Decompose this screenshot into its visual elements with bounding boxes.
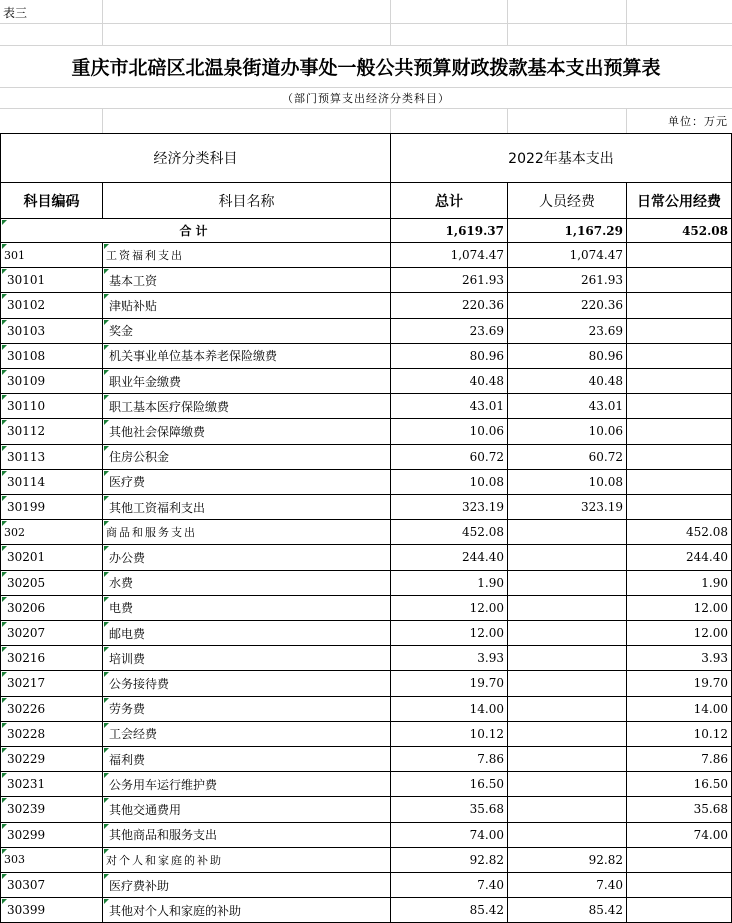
personnel-cell: 23.69	[508, 319, 627, 344]
personnel-cell: 323.19	[508, 495, 627, 520]
public-cell: 35.68	[627, 797, 732, 822]
subject-name-cell: 劳务费	[103, 697, 391, 722]
subject-code-cell: 30217	[1, 671, 103, 696]
personnel-cell: 85.42	[508, 898, 627, 923]
subject-name-cell: 奖金	[103, 319, 391, 344]
personnel-cell	[508, 797, 627, 822]
page-title: 重庆市北碚区北温泉街道办事处一般公共预算财政拨款基本支出预算表	[0, 46, 732, 88]
public-cell: 10.12	[627, 722, 732, 747]
subject-name-cell: 医疗费	[103, 470, 391, 495]
personnel-cell	[508, 545, 627, 570]
personnel-cell: 80.96	[508, 344, 627, 369]
subject-name-cell: 工资福利支出	[103, 243, 391, 268]
total-row-total: 1,619.37	[391, 219, 508, 243]
total-cell: 3.93	[391, 646, 508, 671]
subject-name-cell: 其他交通费用	[103, 797, 391, 822]
total-cell: 60.72	[391, 445, 508, 470]
total-cell: 12.00	[391, 621, 508, 646]
personnel-cell: 7.40	[508, 873, 627, 898]
total-cell: 244.40	[391, 545, 508, 570]
subject-code-cell: 30199	[1, 495, 103, 520]
subject-name-cell: 机关事业单位基本养老保险缴费	[103, 344, 391, 369]
empty-cell	[391, 0, 508, 24]
subject-name-cell: 邮电费	[103, 621, 391, 646]
subject-code-cell: 30231	[1, 772, 103, 797]
personnel-cell	[508, 747, 627, 772]
header-subject-name: 科目名称	[103, 183, 391, 219]
sheet-label-row	[0, 0, 732, 24]
budget-table	[0, 133, 732, 923]
public-cell	[627, 268, 732, 293]
header-total: 总计	[391, 183, 508, 219]
subject-code-cell: 30299	[1, 823, 103, 848]
total-cell: 10.06	[391, 419, 508, 444]
subject-code-cell: 30114	[1, 470, 103, 495]
personnel-cell: 10.06	[508, 419, 627, 444]
total-cell: 43.01	[391, 394, 508, 419]
public-cell	[627, 848, 732, 873]
personnel-cell: 261.93	[508, 268, 627, 293]
subject-name-cell: 职工基本医疗保险缴费	[103, 394, 391, 419]
header-economic-classification: 经济分类科目	[1, 134, 391, 183]
subject-code-cell: 30226	[1, 697, 103, 722]
subject-name-cell: 对个人和家庭的补助	[103, 848, 391, 873]
personnel-cell	[508, 697, 627, 722]
empty-cell	[0, 24, 103, 46]
personnel-cell	[508, 722, 627, 747]
subject-code-cell: 30108	[1, 344, 103, 369]
subject-name-cell: 公务接待费	[103, 671, 391, 696]
public-cell	[627, 394, 732, 419]
unit-label: 单位：万元	[668, 115, 728, 128]
subject-code-cell: 30113	[1, 445, 103, 470]
total-cell: 19.70	[391, 671, 508, 696]
subject-name-cell: 福利费	[103, 747, 391, 772]
public-cell: 19.70	[627, 671, 732, 696]
subject-code-cell: 30101	[1, 268, 103, 293]
public-cell	[627, 470, 732, 495]
header-subject-code: 科目编码	[1, 183, 103, 219]
subject-code-cell: 30207	[1, 621, 103, 646]
total-cell: 40.48	[391, 369, 508, 394]
total-cell: 16.50	[391, 772, 508, 797]
total-row-public: 452.08	[627, 219, 732, 243]
total-cell: 23.69	[391, 319, 508, 344]
public-cell	[627, 243, 732, 268]
subtitle-row	[0, 88, 732, 109]
total-cell: 10.12	[391, 722, 508, 747]
public-cell	[627, 495, 732, 520]
page-subtitle: （部门预算支出经济分类科目）	[0, 88, 732, 109]
subject-name-cell: 基本工资	[103, 268, 391, 293]
total-cell: 1.90	[391, 571, 508, 596]
public-cell: 16.50	[627, 772, 732, 797]
total-cell: 92.82	[391, 848, 508, 873]
subject-name-cell: 其他社会保障缴费	[103, 419, 391, 444]
empty-cell	[103, 0, 391, 24]
empty-cell	[0, 109, 103, 133]
personnel-cell: 92.82	[508, 848, 627, 873]
personnel-cell: 220.36	[508, 293, 627, 318]
public-cell	[627, 293, 732, 318]
public-cell	[627, 419, 732, 444]
subject-name-cell: 办公费	[103, 545, 391, 570]
header-public-expenses: 日常公用经费	[627, 183, 732, 219]
subject-name-cell: 住房公积金	[103, 445, 391, 470]
empty-cell	[391, 24, 508, 46]
personnel-cell	[508, 571, 627, 596]
subject-code-cell: 30109	[1, 369, 103, 394]
empty-cell	[103, 24, 391, 46]
subject-code-cell: 30216	[1, 646, 103, 671]
total-cell: 7.40	[391, 873, 508, 898]
subject-code-cell: 30239	[1, 797, 103, 822]
personnel-cell	[508, 823, 627, 848]
subject-code-cell: 30229	[1, 747, 103, 772]
title-row	[0, 46, 732, 88]
empty-cell	[627, 24, 732, 46]
header-personnel-expenses: 人员经费	[508, 183, 627, 219]
unit-row	[0, 109, 732, 133]
empty-cell	[103, 109, 391, 133]
header-basic-expenditure-2022: 2022年基本支出	[391, 134, 732, 183]
subject-name-cell: 其他商品和服务支出	[103, 823, 391, 848]
subject-code-cell: 30307	[1, 873, 103, 898]
public-cell	[627, 445, 732, 470]
subject-code-cell: 30102	[1, 293, 103, 318]
public-cell: 1.90	[627, 571, 732, 596]
total-row-personnel: 1,167.29	[508, 219, 627, 243]
personnel-cell: 1,074.47	[508, 243, 627, 268]
personnel-cell: 40.48	[508, 369, 627, 394]
empty-cell	[391, 109, 508, 133]
subject-name-cell: 商品和服务支出	[103, 520, 391, 545]
public-cell: 244.40	[627, 545, 732, 570]
subject-code-cell: 303	[1, 848, 103, 873]
empty-cell	[627, 0, 732, 24]
total-cell: 85.42	[391, 898, 508, 923]
public-cell: 7.86	[627, 747, 732, 772]
personnel-cell	[508, 596, 627, 621]
public-cell	[627, 369, 732, 394]
personnel-cell: 43.01	[508, 394, 627, 419]
subject-name-cell: 津贴补贴	[103, 293, 391, 318]
total-cell: 220.36	[391, 293, 508, 318]
subject-name-cell: 工会经费	[103, 722, 391, 747]
subject-code-cell: 302	[1, 520, 103, 545]
total-cell: 452.08	[391, 520, 508, 545]
personnel-cell	[508, 621, 627, 646]
public-cell: 74.00	[627, 823, 732, 848]
subject-code-cell: 30112	[1, 419, 103, 444]
subject-code-cell: 30206	[1, 596, 103, 621]
personnel-cell: 10.08	[508, 470, 627, 495]
public-cell	[627, 898, 732, 923]
personnel-cell	[508, 520, 627, 545]
subject-code-cell: 30399	[1, 898, 103, 923]
public-cell	[627, 344, 732, 369]
total-cell: 35.68	[391, 797, 508, 822]
subject-code-cell: 30103	[1, 319, 103, 344]
public-cell: 12.00	[627, 621, 732, 646]
empty-cell	[508, 24, 627, 46]
subject-code-cell: 30201	[1, 545, 103, 570]
subject-name-cell: 电费	[103, 596, 391, 621]
blank-row	[0, 24, 732, 46]
total-cell: 74.00	[391, 823, 508, 848]
empty-cell	[508, 0, 627, 24]
subject-name-cell: 医疗费补助	[103, 873, 391, 898]
total-cell: 10.08	[391, 470, 508, 495]
total-cell: 261.93	[391, 268, 508, 293]
total-row-label: 合计	[1, 219, 391, 243]
total-cell: 14.00	[391, 697, 508, 722]
personnel-cell	[508, 671, 627, 696]
public-cell	[627, 319, 732, 344]
personnel-cell	[508, 772, 627, 797]
public-cell: 452.08	[627, 520, 732, 545]
total-cell: 7.86	[391, 747, 508, 772]
total-cell: 12.00	[391, 596, 508, 621]
public-cell: 3.93	[627, 646, 732, 671]
subject-code-cell: 30228	[1, 722, 103, 747]
public-cell: 14.00	[627, 697, 732, 722]
subject-name-cell: 水费	[103, 571, 391, 596]
total-cell: 1,074.47	[391, 243, 508, 268]
subject-name-cell: 培训费	[103, 646, 391, 671]
empty-cell	[508, 109, 627, 133]
public-cell	[627, 873, 732, 898]
subject-name-cell: 职业年金缴费	[103, 369, 391, 394]
personnel-cell	[508, 646, 627, 671]
total-cell: 80.96	[391, 344, 508, 369]
subject-code-cell: 301	[1, 243, 103, 268]
public-cell: 12.00	[627, 596, 732, 621]
subject-name-cell: 公务用车运行维护费	[103, 772, 391, 797]
subject-code-cell: 30205	[1, 571, 103, 596]
sheet-label: 表三	[0, 0, 103, 24]
personnel-cell: 60.72	[508, 445, 627, 470]
subject-name-cell: 其他工资福利支出	[103, 495, 391, 520]
subject-name-cell: 其他对个人和家庭的补助	[103, 898, 391, 923]
total-cell: 323.19	[391, 495, 508, 520]
subject-code-cell: 30110	[1, 394, 103, 419]
